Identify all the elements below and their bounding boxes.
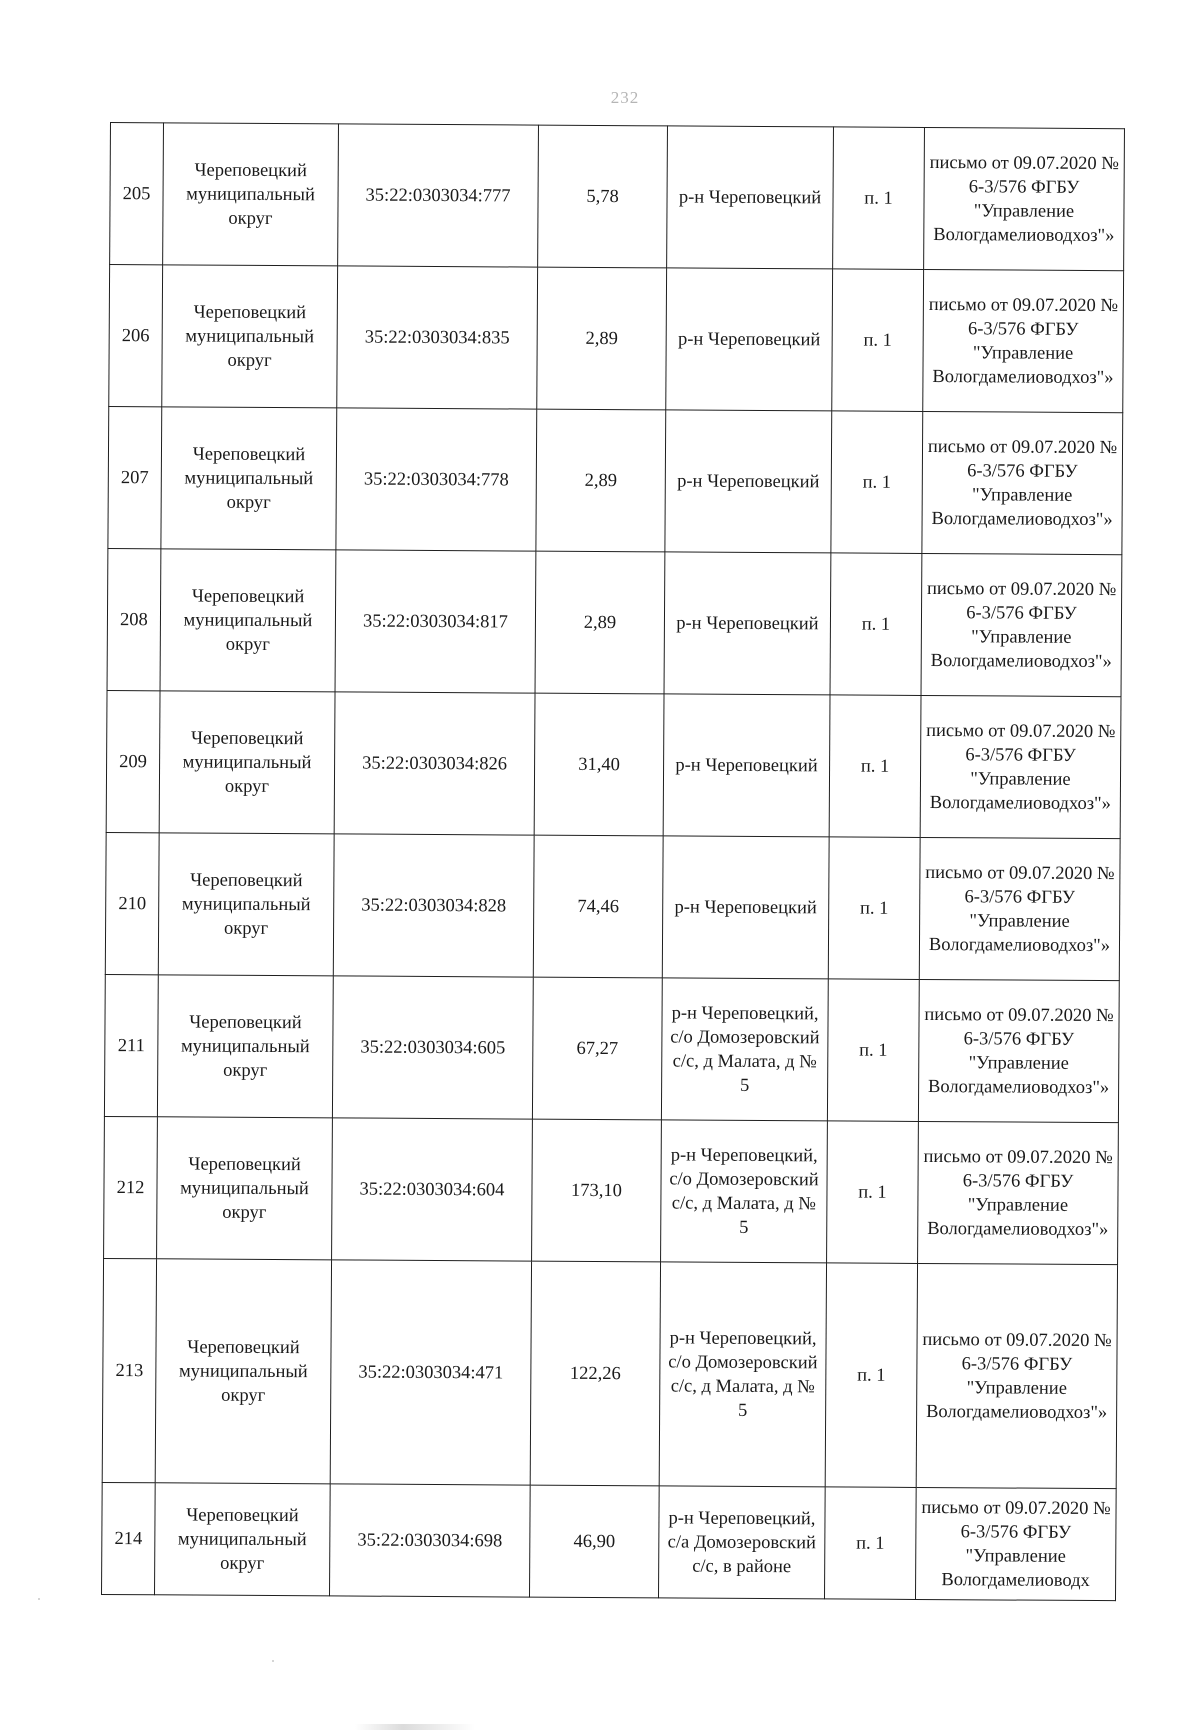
area-cell: 46,90 [529,1485,659,1598]
land-plots-table [101,122,1125,1601]
basis-cell: письмо от 09.07.2020 № 6-3/576 ФГБУ "Управление Вологдамелиоводхоз"» [924,127,1125,270]
district-cell: Череповецкий муниципальный округ [159,691,335,834]
row-number: 207 [108,406,162,548]
clause-cell: п. 1 [824,1487,916,1600]
table-row [104,974,1119,1122]
scan-smudge [355,1724,475,1730]
district-cell: Череповецкий муниципальный округ [158,833,334,976]
district-cell: Череповецкий муниципальный округ [155,1483,331,1596]
area-cell: 122,26 [530,1261,660,1486]
clause-cell: п. 1 [829,695,921,838]
table-row [110,123,1125,271]
table-row [108,406,1123,554]
cadastral-number-cell: 35:22:0303034:835 [337,266,538,409]
cadastral-number-cell: 35:22:0303034:828 [333,834,534,977]
table-row [109,265,1124,413]
row-number: 209 [106,690,160,832]
cadastral-number-cell: 35:22:0303034:778 [336,408,537,551]
clause-cell: п. 1 [831,411,923,554]
page-number: 232 [610,88,640,107]
location-cell: р-н Череповецкий, с/а Домозеровский с/с, в районе [658,1486,825,1599]
table-row [107,548,1122,696]
area-cell: 31,40 [534,693,664,836]
row-number: 210 [105,832,159,974]
area-cell: 5,78 [538,125,668,268]
district-cell: Череповецкий муниципальный округ [161,407,337,550]
basis-cell: письмо от 09.07.2020 № 6-3/576 ФГБУ "Управление Вологдамелиоводхоз"» [918,1121,1119,1264]
basis-cell: письмо от 09.07.2020 № 6-3/576 ФГБУ "Управление Вологдамелиоводхоз"» [922,411,1123,554]
district-cell: Череповецкий муниципальный округ [162,265,338,408]
table-row [102,1258,1117,1488]
cadastral-number-cell: 35:22:0303034:698 [330,1484,531,1597]
scan-speck [272,1660,274,1662]
clause-cell: п. 1 [828,837,920,980]
location-cell: р-н Череповецкий, с/о Домозеровский с/с, д Малата, д № 5 [661,1120,828,1263]
row-number: 213 [102,1258,156,1482]
table-row [105,832,1120,980]
basis-cell: письмо от 09.07.2020 № 6-3/576 ФГБУ "Управление Вологдамелиоводхоз"» [918,979,1119,1122]
location-cell: р-н Череповецкий, с/о Домозеровский с/с, д Малата, д № 5 [659,1262,826,1487]
clause-cell: п. 1 [827,1121,919,1264]
cadastral-number-cell: 35:22:0303034:826 [334,692,535,835]
area-cell: 2,89 [535,551,665,694]
basis-cell: письмо от 09.07.2020 № 6-3/576 ФГБУ "Управление Вологдамелиоводхоз"» [921,553,1122,696]
row-number: 214 [102,1482,156,1594]
area-cell: 2,89 [537,267,667,410]
clause-cell: п. 1 [825,1263,917,1488]
table-row [106,690,1121,838]
area-cell: 2,89 [536,409,666,552]
basis-cell: письмо от 09.07.2020 № 6-3/576 ФГБУ "Управление Вологдамелиоводхоз"» [923,269,1124,412]
cadastral-number-cell: 35:22:0303034:605 [332,976,533,1119]
location-cell: р-н Череповецкий, с/о Домозеровский с/с, д Малата, д № 5 [661,978,828,1121]
table-row [104,1116,1119,1264]
district-cell: Череповецкий муниципальный округ [157,1117,333,1260]
scan-speck [38,1598,40,1600]
location-cell: р-н Череповецкий [664,552,831,695]
district-cell: Череповецкий муниципальный округ [160,549,336,692]
clause-cell: п. 1 [832,269,924,412]
location-cell: р-н Череповецкий [666,268,833,411]
district-cell: Череповецкий муниципальный округ [157,975,333,1118]
location-cell: р-н Череповецкий [667,126,834,269]
cadastral-number-cell: 35:22:0303034:471 [330,1260,531,1485]
area-cell: 173,10 [532,1119,662,1262]
row-number: 211 [104,974,158,1116]
row-number: 212 [104,1116,158,1258]
area-cell: 74,46 [533,835,663,978]
row-number: 208 [107,548,161,690]
clause-cell: п. 1 [830,553,922,696]
table-row [102,1482,1117,1600]
basis-cell: письмо от 09.07.2020 № 6-3/576 ФГБУ "Управление Вологдамелиоводхоз"» [920,695,1121,838]
row-number: 206 [109,265,163,407]
clause-cell: п. 1 [833,127,925,270]
basis-cell: письмо от 09.07.2020 № 6-3/576 ФГБУ "Управление Вологдамелиоводх [915,1487,1116,1600]
cadastral-number-cell: 35:22:0303034:777 [338,124,539,267]
basis-cell: письмо от 09.07.2020 № 6-3/576 ФГБУ "Управление Вологдамелиоводхоз"» [916,1263,1117,1488]
district-cell: Череповецкий муниципальный округ [155,1259,331,1484]
location-cell: р-н Череповецкий [662,836,829,979]
cadastral-number-cell: 35:22:0303034:817 [335,550,536,693]
area-cell: 67,27 [532,977,662,1120]
row-number: 205 [110,123,164,265]
location-cell: р-н Череповецкий [663,694,830,837]
location-cell: р-н Череповецкий [665,410,832,553]
district-cell: Череповецкий муниципальный округ [163,123,339,266]
cadastral-number-cell: 35:22:0303034:604 [332,1118,533,1261]
clause-cell: п. 1 [827,979,919,1122]
basis-cell: письмо от 09.07.2020 № 6-3/576 ФГБУ "Управление Вологдамелиоводхоз"» [919,837,1120,980]
